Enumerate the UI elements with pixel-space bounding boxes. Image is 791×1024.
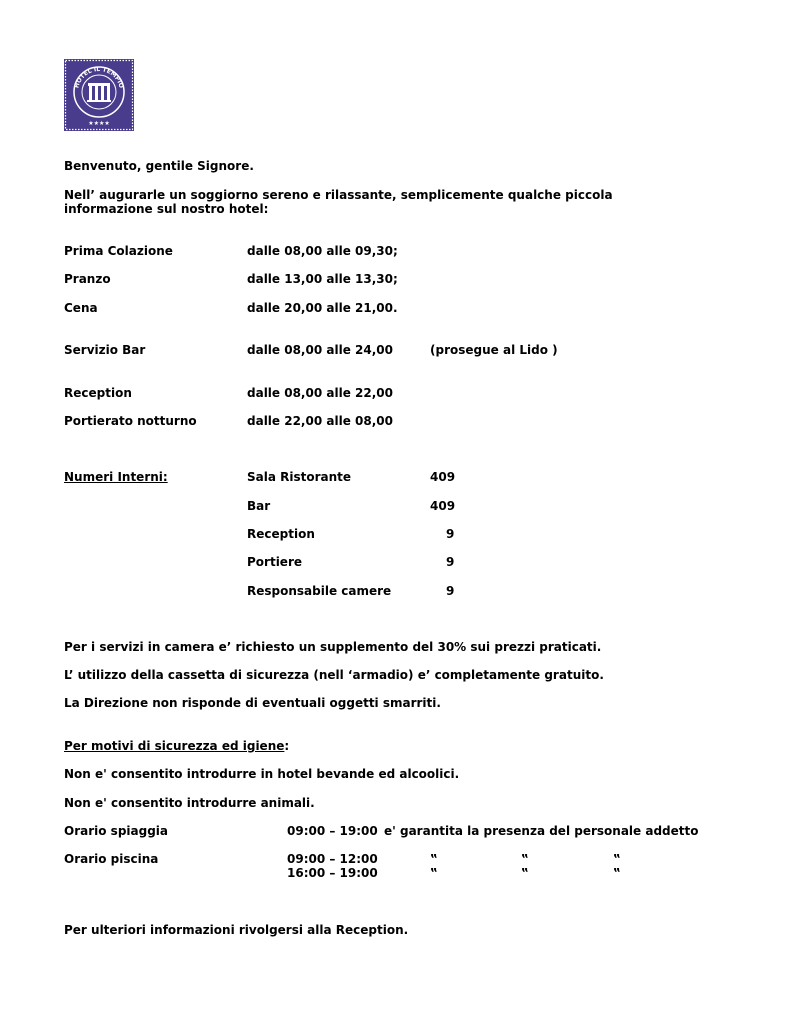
extension-number: 409: [430, 470, 456, 484]
beach-label: Orario spiaggia: [64, 824, 169, 838]
pool-ditto-mark: ‟: [613, 852, 621, 866]
schedule-time-breakfast: dalle 08,00 alle 09,30;: [247, 244, 398, 258]
extension-number: 9: [446, 584, 455, 598]
schedule-label-bar: Servizio Bar: [64, 343, 146, 357]
schedule-time-night-porter: dalle 22,00 alle 08,00: [247, 414, 393, 428]
schedule-note-bar: (prosegue al Lido ): [430, 343, 558, 357]
greeting: Benvenuto, gentile Signore.: [64, 159, 254, 173]
safety-rule-drinks: Non e' consentito introdurre in hotel bevande ed alcoolici.: [64, 767, 460, 781]
extension-name: Bar: [247, 499, 271, 513]
extension-name: Sala Ristorante: [247, 470, 352, 484]
intro-line-2: informazione sul nostro hotel:: [64, 202, 269, 216]
schedule-time-lunch: dalle 13,00 alle 13,30;: [247, 272, 398, 286]
schedule-label-lunch: Pranzo: [64, 272, 111, 286]
intro-line-1: Nell’ augurarle un soggiorno sereno e rilassante, semplicemente qualche piccola: [64, 188, 613, 202]
beach-time: 09:00 – 19:00: [287, 824, 378, 838]
note-safe: L’ utilizzo della cassetta di sicurezza (nell ‘armadio) e’ completamente gratuito.: [64, 668, 604, 682]
extension-number: 409: [430, 499, 456, 513]
pool-ditto-mark: ‟: [521, 852, 529, 866]
safety-heading-text: Per motivi di sicurezza ed igiene: [64, 739, 285, 753]
safety-heading: [64, 739, 289, 753]
logo-text: HOTEL IL TEMPIO: [73, 65, 125, 89]
extension-name: Reception: [247, 527, 315, 541]
safety-rule-animals: Non e' consentito introdurre animali.: [64, 796, 315, 810]
hotel-logo: [64, 59, 134, 131]
note-lost-items: La Direzione non risponde di eventuali oggetti smarriti.: [64, 696, 441, 710]
closing-note: Per ulteriori informazioni rivolgersi alla Reception.: [64, 923, 409, 937]
schedule-label-breakfast: Prima Colazione: [64, 244, 173, 258]
pool-ditto-mark: ‟: [613, 866, 621, 880]
extension-number: 9: [446, 555, 455, 569]
pool-ditto-mark: ‟: [430, 866, 438, 880]
beach-note: e' garantita la presenza del personale addetto: [384, 824, 699, 838]
pool-ditto-mark: ‟: [521, 866, 529, 880]
pool-time-afternoon: 16:00 – 19:00: [287, 866, 378, 880]
note-room-service: Per i servizi in camera e’ richiesto un supplemento del 30% sui prezzi praticati.: [64, 640, 602, 654]
extensions-heading: Numeri Interni:: [64, 470, 168, 484]
schedule-time-dinner: dalle 20,00 alle 21,00.: [247, 301, 398, 315]
schedule-time-bar: dalle 08,00 alle 24,00: [247, 343, 393, 357]
extension-name: Portiere: [247, 555, 303, 569]
safety-heading-colon: :: [284, 739, 290, 753]
extension-number: 9: [446, 527, 455, 541]
schedule-label-dinner: Cena: [64, 301, 98, 315]
extension-name: Responsabile camere: [247, 584, 392, 598]
schedule-label-reception: Reception: [64, 386, 132, 400]
pool-label: Orario piscina: [64, 852, 159, 866]
logo-stars: ★★★★: [88, 120, 110, 127]
pool-ditto-mark: ‟: [430, 852, 438, 866]
pool-time-morning: 09:00 – 12:00: [287, 852, 378, 866]
schedule-label-night-porter: Portierato notturno: [64, 414, 197, 428]
schedule-time-reception: dalle 08,00 alle 22,00: [247, 386, 393, 400]
